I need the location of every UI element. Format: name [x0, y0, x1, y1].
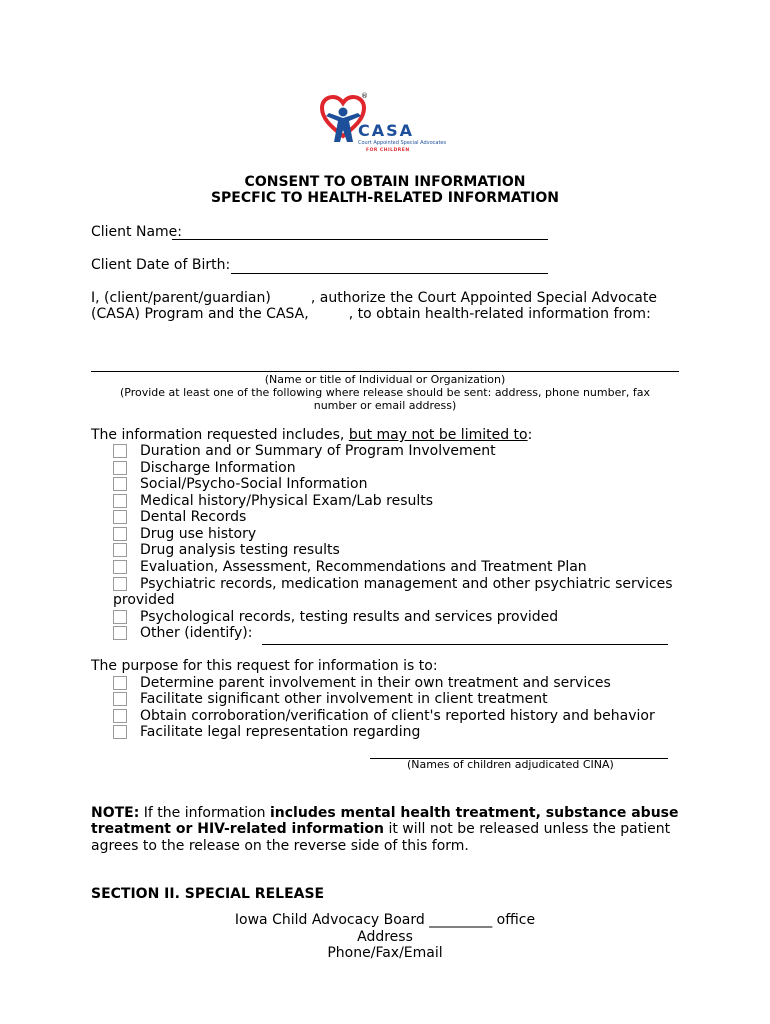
info-intro-end: :: [527, 427, 533, 443]
info-item-label: Psychological records, testing results and services provided: [140, 609, 559, 625]
checkbox-drug-testing[interactable]: [113, 543, 127, 557]
recipient-field[interactable]: [91, 371, 679, 372]
info-item-label: Duration and or Summary of Program Involvement: [140, 443, 496, 459]
office-address: Address: [357, 929, 413, 945]
info-intro-text: The information requested includes,: [91, 427, 349, 443]
cina-caption: (Names of children adjudicated CINA): [407, 758, 614, 771]
note-bold-text: includes mental health treatment, substance abuse: [269, 805, 679, 821]
note-line1: [91, 805, 679, 822]
document-title-line2: SPECFIC TO HEALTH-RELATED INFORMATION: [210, 190, 560, 206]
info-item-label: Evaluation, Assessment, Recommendations and Treatment Plan: [140, 559, 587, 575]
note-text: it will not be released unless the patient: [384, 821, 671, 837]
checkbox-psychiatric[interactable]: [113, 577, 127, 591]
office-blank[interactable]: _________: [429, 912, 493, 928]
checkbox-parent-involvement[interactable]: [113, 676, 127, 690]
casa-subtag: FOR CHILDREN: [366, 148, 410, 153]
info-item-label: Psychiatric records, medication management and other psychiatric services: [140, 576, 673, 592]
purpose-intro: The purpose for this request for information is to:: [91, 658, 438, 674]
recipient-instruction-line1: (Provide at least one of the following where release should be sent: address, phone number, fax: [119, 386, 650, 399]
purpose-item-label: Determine parent involvement in their own treatment and services: [140, 675, 611, 691]
note-line3: agrees to the release on the reverse side of this form.: [91, 838, 469, 854]
info-item-label: Other (identify):: [140, 625, 253, 641]
checkbox-corroboration[interactable]: [113, 709, 127, 723]
purpose-item-label: Obtain corroboration/verification of client's reported history and behavior: [140, 708, 655, 724]
casa-tagline: Court Appointed Special Advocates: [358, 140, 447, 146]
checkbox-significant-other[interactable]: [113, 692, 127, 706]
section2-heading: SECTION II. SPECIAL RELEASE: [91, 886, 325, 902]
checkbox-psychological[interactable]: [113, 610, 127, 624]
checkbox-dental[interactable]: [113, 510, 127, 524]
checkbox-other[interactable]: [113, 626, 127, 640]
info-requested-intro: [91, 427, 532, 444]
recipient-instruction-line2: number or email address): [313, 399, 457, 412]
checkbox-medical[interactable]: [113, 494, 127, 508]
checkbox-duration[interactable]: [113, 444, 127, 458]
note-label: NOTE:: [91, 805, 140, 821]
office-line: [0, 912, 770, 929]
client-dob-label: Client Date of Birth:: [91, 257, 231, 273]
info-intro-underlined: but may not be limited to: [348, 427, 528, 443]
casa-logo: [318, 92, 452, 158]
note-text: If the information: [139, 805, 270, 821]
authorization-line1: I, (client/parent/guardian) , authorize the Court Appointed Special Advocate: [91, 290, 657, 306]
note-bold-text: treatment or HIV-related information: [91, 821, 385, 837]
note-line2: [91, 821, 670, 838]
office-line-a: Iowa Child Advocacy Board: [234, 912, 430, 928]
info-item-label: Discharge Information: [140, 460, 296, 476]
document-title-line1: CONSENT TO OBTAIN INFORMATION: [244, 174, 526, 190]
checkbox-evaluation[interactable]: [113, 560, 127, 574]
client-name-field[interactable]: [172, 239, 548, 240]
info-item-label: Medical history/Physical Exam/Lab results: [140, 493, 434, 509]
info-item-label: Drug use history: [140, 526, 257, 542]
checkbox-social[interactable]: [113, 477, 127, 491]
info-item-label: Social/Psycho-Social Information: [140, 476, 368, 492]
client-dob-field[interactable]: [231, 273, 548, 274]
info-item-wrap: provided: [113, 592, 175, 608]
purpose-item-label: Facilitate significant other involvement in client treatment: [140, 691, 548, 707]
checkbox-discharge[interactable]: [113, 461, 127, 475]
checkbox-legal-representation[interactable]: [113, 725, 127, 739]
checkbox-drug-use[interactable]: [113, 527, 127, 541]
recipient-caption: (Name or title of Individual or Organization): [264, 373, 506, 386]
authorization-line2: (CASA) Program and the CASA, , to obtain health-related information from:: [91, 306, 651, 322]
purpose-item-label: Facilitate legal representation regarding: [140, 724, 421, 740]
casa-wordmark: CASA: [358, 121, 415, 140]
office-contact: Phone/Fax/Email: [327, 945, 443, 961]
other-identify-field[interactable]: [262, 644, 668, 645]
registered-mark: ®: [361, 92, 368, 100]
info-item-label: Dental Records: [140, 509, 247, 525]
office-line-b: office: [492, 912, 536, 928]
info-item-label: Drug analysis testing results: [140, 542, 340, 558]
client-name-label: Client Name:: [91, 224, 182, 240]
